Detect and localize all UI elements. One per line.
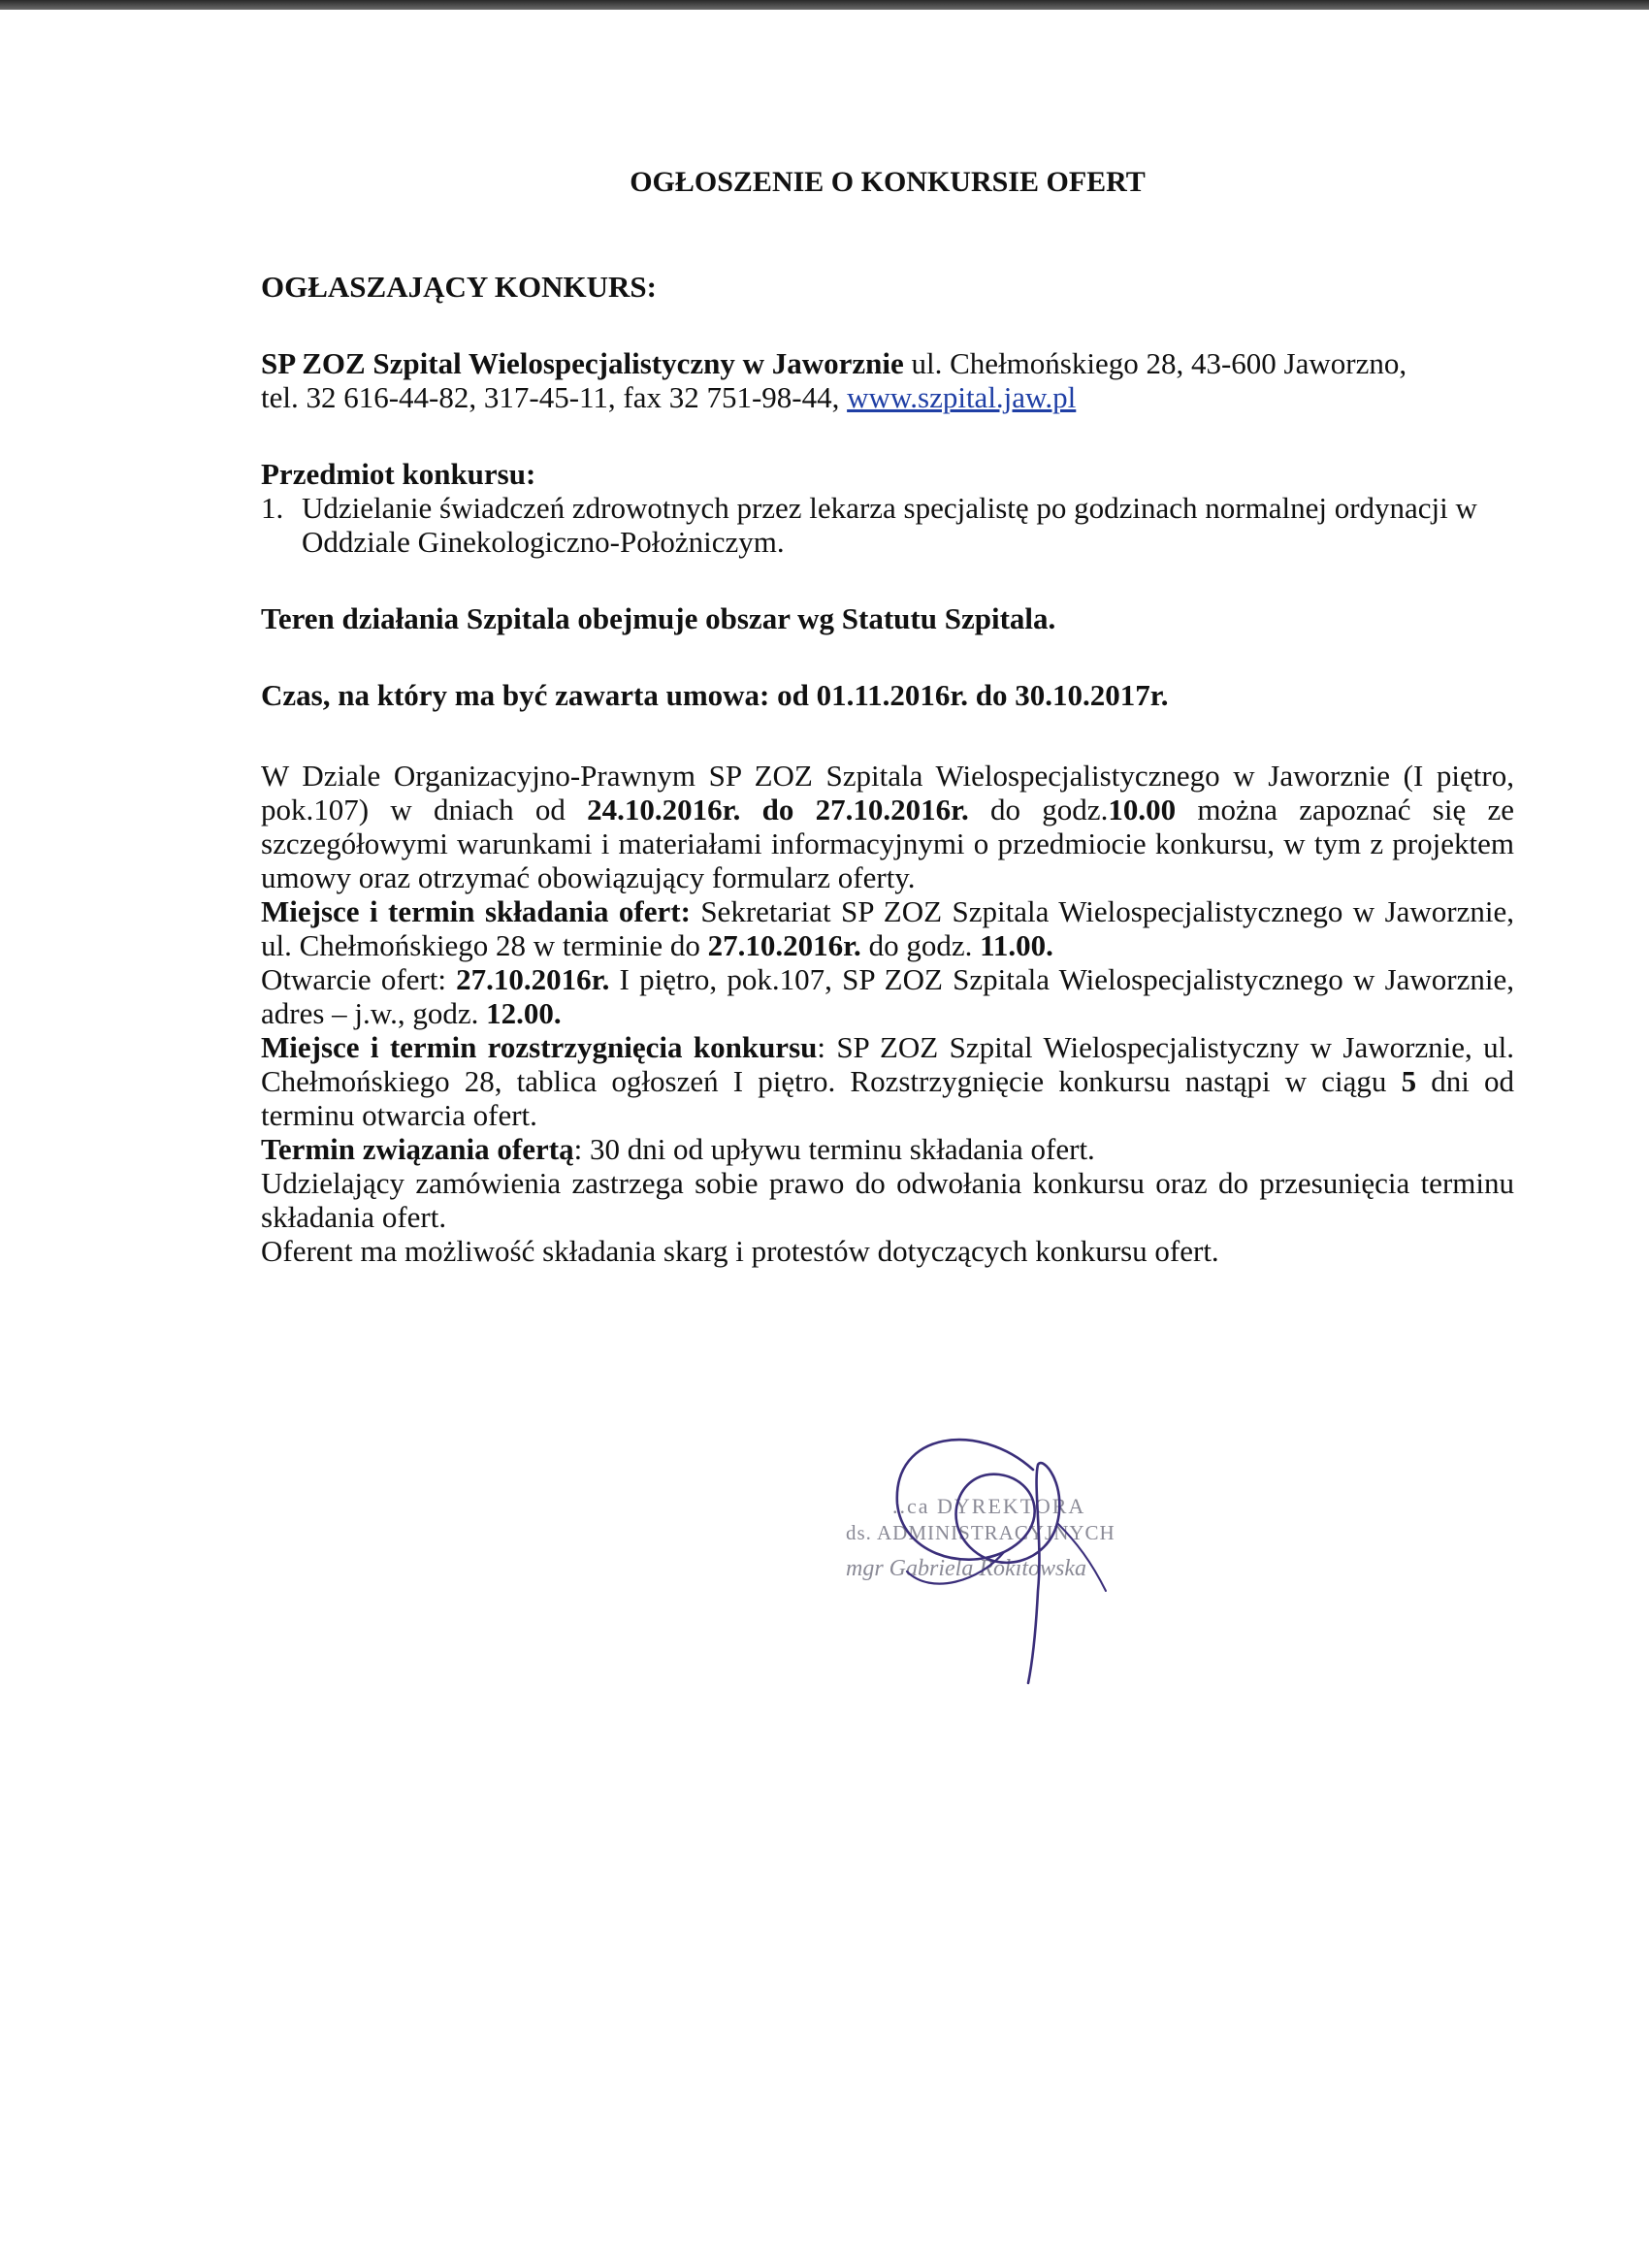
scan-top-edge [0,0,1649,10]
announcer-name: SP ZOZ Szpital Wielospecjalistyczny w Jaworznie [261,346,904,380]
info-hour: 10.00 [1108,793,1177,826]
cancellation-paragraph: Udzielający zamówienia zastrzega sobie prawo do odwołania konkursu oraz do przesunięcia terminu składania ofert. [261,1166,1514,1234]
info-text-4: można zapoznać się ze szczegółowymi warunkami i materiałami informacyjnymi o przedmiocie konkursu, w tym z projektem umowy oraz otrzymać obowiązujący formularz oferty. [261,793,1515,894]
subject-item-text: Udzielanie świadczeń zdrowotnych przez lekarza specjalistę po godzinach normalnej ordynacji w Oddziale Ginekologiczno-Położniczym. [302,491,1477,559]
subject-list [261,491,1514,559]
info-text-1: W Dziale Organizacyjno-Prawnym SP ZOZ Szpitala Wielospecjalistycznego w Jaworznie (I piętro, pok.107) w dniach od [261,759,1514,826]
area-statement: Teren działania Szpitala obejmuje obszar wg Statutu Szpitala. [261,601,1056,635]
resolution-paragraph [261,1030,1514,1132]
submission-hour: 11.00. [980,928,1053,962]
signature-block [834,1426,1154,1698]
opening-text-2: I piętro, pok.107, SP ZOZ Szpitala Wielospecjalistycznego w Jaworznie, adres – j.w., godz. [261,962,1514,1030]
complaints-paragraph: Oferent ma możliwość składania skarg i protestów dotyczących konkursu ofert. [261,1234,1219,1268]
subject-item-number: 1. [261,491,284,525]
website-link[interactable]: www.szpital.jaw.pl [847,380,1077,414]
info-date-to: 27.10.2016r. [815,793,969,826]
info-text-2: do [740,793,816,826]
opening-paragraph [261,962,1514,1030]
info-paragraph [261,759,1514,894]
announcement-page [261,165,1514,1268]
subject-item [261,491,1514,559]
submission-date: 27.10.2016r. [707,928,861,962]
binding-paragraph [261,1132,1514,1166]
submission-label: Miejsce i termin składania ofert: [261,894,691,928]
announcer-heading: OGŁASZAJĄCY KONKURS: [261,270,657,304]
opening-date: 27.10.2016r. [456,962,610,996]
resolution-label: Miejsce i termin rozstrzygnięcia konkursu [261,1030,818,1064]
info-date-from: 24.10.2016r. [587,793,741,826]
submission-paragraph [261,894,1514,962]
info-text-3: do godz. [968,793,1109,826]
subject-heading: Przedmiot konkursu: [261,457,536,491]
stamp-name-line: mgr Gabriela Rokitowska [846,1556,1086,1581]
handwritten-signature [834,1426,1154,1698]
stamp-department-line: ds. ADMINISTRACYJNYCH [846,1521,1116,1544]
submission-text-1: Sekretariat SP ZOZ Szpitala Wielospecjalistycznego w Jaworznie, ul. Chełmońskiego 28 w terminie do [261,894,1514,962]
submission-text-2: do godz. [860,928,981,962]
document-title: OGŁOSZENIE O KONKURSIE OFERT [630,166,1146,198]
announcer-details [261,346,1514,414]
resolution-text-2: dni od terminu otwarcia ofert. [261,1064,1515,1132]
resolution-days: 5 [1401,1064,1417,1098]
resolution-text-1: : SP ZOZ Szpital Wielospecjalistyczny w Jaworznie, ul. Chełmońskiego 28, tablica ogłoszeń I piętro. Rozstrzygnięcie konkursu nastąpi w ciągu [261,1030,1514,1098]
contract-period: Czas, na który ma być zawarta umowa: od 01.11.2016r. do 30.10.2017r. [261,678,1169,712]
opening-hour: 12.00. [486,996,562,1030]
opening-text-1: Otwarcie ofert: [261,962,457,996]
binding-label: Termin związania ofertą [261,1132,574,1166]
announcer-contact: tel. 32 616-44-82, 317-45-11, fax 32 751-98-44, [261,380,848,414]
stamp-title-line: ..ca DYREKTORA [892,1494,1086,1518]
binding-text: : 30 dni od upływu terminu składania ofert. [573,1132,1095,1166]
announcer-address: ul. Chełmońskiego 28, 43-600 Jaworzno, [903,346,1407,380]
